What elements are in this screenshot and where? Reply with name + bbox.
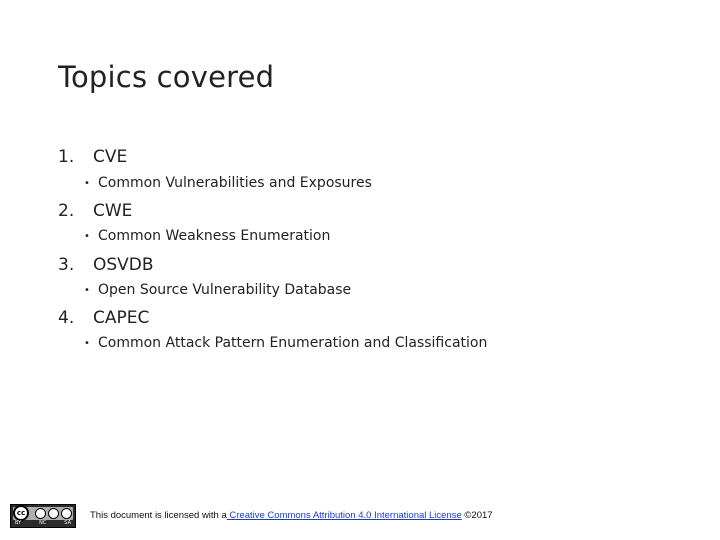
topic-detail-3 bbox=[84, 282, 351, 298]
topic-number: 2. bbox=[58, 201, 75, 221]
badge-label-by: BY bbox=[15, 519, 22, 526]
topic-number: 4. bbox=[58, 308, 75, 328]
license-prefix: This document is licensed with a bbox=[90, 510, 227, 521]
noncommercial-icon bbox=[48, 508, 59, 519]
cc-logo-icon: cc bbox=[13, 505, 29, 521]
topic-number: 1. bbox=[58, 147, 75, 167]
topic-detail-4 bbox=[84, 335, 487, 351]
topic-detail-2 bbox=[84, 228, 330, 244]
creative-commons-badge-icon[interactable] bbox=[10, 504, 76, 528]
slide-title: Topics covered bbox=[58, 60, 275, 94]
topic-detail-text: Common Attack Pattern Enumeration and Classification bbox=[98, 335, 488, 351]
badge-labels bbox=[15, 519, 71, 526]
sharealike-icon bbox=[61, 508, 72, 519]
topic-label: OSVDB bbox=[93, 255, 154, 275]
badge-label-sa: SA bbox=[64, 519, 71, 526]
topic-detail-1 bbox=[84, 175, 372, 191]
topic-item-4 bbox=[58, 308, 149, 328]
topic-label: CWE bbox=[93, 201, 133, 221]
topic-item-2 bbox=[58, 201, 132, 221]
bullet-icon: • bbox=[84, 178, 90, 189]
topic-label: CAPEC bbox=[93, 308, 150, 328]
topic-detail-text: Common Vulnerabilities and Exposures bbox=[98, 175, 372, 191]
badge-label-nc: NC bbox=[39, 519, 47, 526]
license-suffix: ©2017 bbox=[461, 510, 493, 521]
bullet-icon: • bbox=[84, 231, 90, 242]
topic-detail-text: Open Source Vulnerability Database bbox=[98, 282, 352, 298]
license-link[interactable]: Creative Commons Attribution 4.0 International License bbox=[226, 510, 462, 521]
attribution-icon bbox=[35, 508, 46, 519]
topic-label: CVE bbox=[93, 147, 128, 167]
topic-item-1 bbox=[58, 147, 127, 167]
license-text bbox=[90, 510, 493, 521]
footer bbox=[0, 502, 720, 530]
topic-detail-text: Common Weakness Enumeration bbox=[98, 228, 331, 244]
bullet-icon: • bbox=[84, 285, 90, 296]
topic-number: 3. bbox=[58, 255, 75, 275]
topic-item-3 bbox=[58, 255, 154, 275]
bullet-icon: • bbox=[84, 338, 90, 349]
